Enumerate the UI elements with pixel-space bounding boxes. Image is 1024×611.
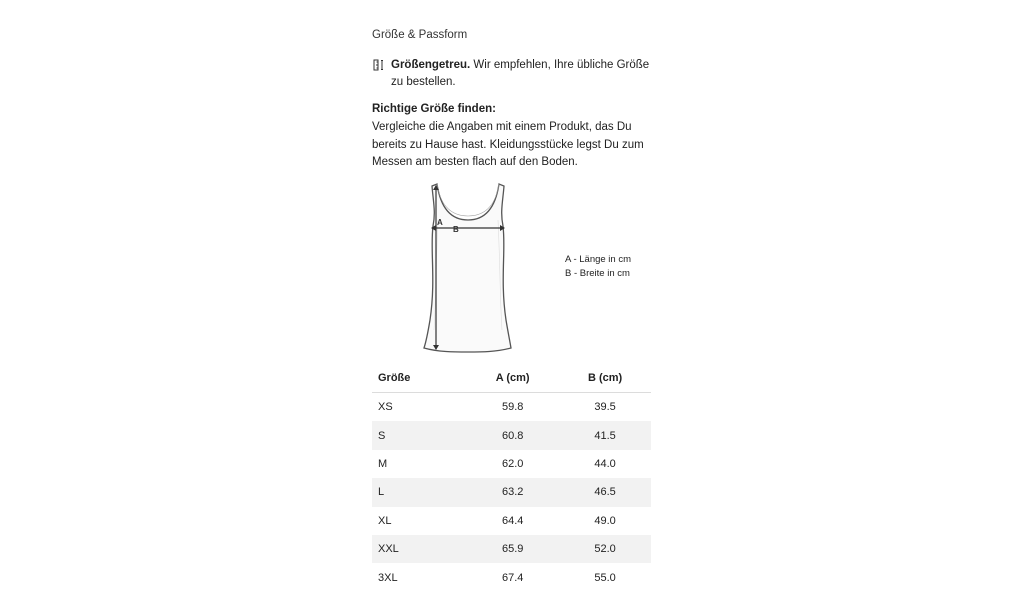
cell-a: 64.4 — [501, 514, 524, 527]
measurement-legend — [565, 253, 631, 281]
cell-size: XL — [378, 514, 392, 527]
cell-b: 41.5 — [559, 421, 651, 449]
legend-b: B - Breite in cm — [565, 268, 630, 279]
legend-a: A - Länge in cm — [565, 254, 632, 265]
fit-bold-label: Größengetreu. — [391, 59, 471, 71]
table-row — [372, 478, 651, 506]
fit-description — [391, 57, 651, 91]
find-size-instructions: Vergleiche die Angaben mit einem Produkt, das Du bereits zu Hause hast. Kleidungsstücke legst Du zum Messen am besten flach auf den Boden. — [372, 121, 644, 168]
table-header-row — [372, 364, 651, 393]
table-row — [372, 393, 651, 422]
ruler-icon — [373, 59, 385, 71]
cell-b: 39.5 — [594, 401, 616, 414]
cell-b: 52.0 — [559, 535, 651, 563]
size-table — [372, 364, 651, 592]
cell-a: 59.8 — [501, 401, 524, 414]
cell-a: 60.8 — [466, 421, 559, 449]
table-row — [372, 563, 651, 591]
table-row — [372, 421, 651, 449]
table-row — [372, 535, 651, 563]
table-row — [372, 450, 651, 478]
cell-size: M — [378, 457, 388, 470]
label-b: B — [453, 225, 459, 234]
cell-b: 55.0 — [594, 571, 616, 584]
cell-a: 65.9 — [466, 535, 559, 563]
header-a: A (cm) — [466, 364, 559, 393]
cell-a: 63.2 — [466, 478, 559, 506]
cell-a: 67.4 — [501, 571, 524, 584]
header-size: Größe — [372, 364, 466, 393]
fit-text: Wir empfehlen, Ihre übliche Größe zu bestellen. — [391, 59, 650, 88]
cell-b: 49.0 — [594, 514, 616, 527]
tank-top-diagram — [416, 180, 520, 356]
cell-size: 3XL — [378, 571, 398, 584]
header-b: B (cm) — [559, 364, 651, 393]
size-fit-panel — [372, 0, 652, 611]
tank-top-outline — [424, 184, 511, 352]
find-size-heading: Richtige Größe finden: — [372, 103, 496, 115]
label-a: A — [437, 218, 443, 227]
cell-size: L — [372, 478, 466, 506]
cell-size: XS — [378, 401, 393, 414]
cell-b: 44.0 — [594, 457, 616, 470]
cell-size: S — [372, 421, 466, 449]
cell-b: 46.5 — [559, 478, 651, 506]
cell-a: 62.0 — [501, 457, 524, 470]
table-row — [372, 507, 651, 535]
cell-size: XXL — [372, 535, 466, 563]
section-title: Größe & Passform — [372, 29, 468, 41]
